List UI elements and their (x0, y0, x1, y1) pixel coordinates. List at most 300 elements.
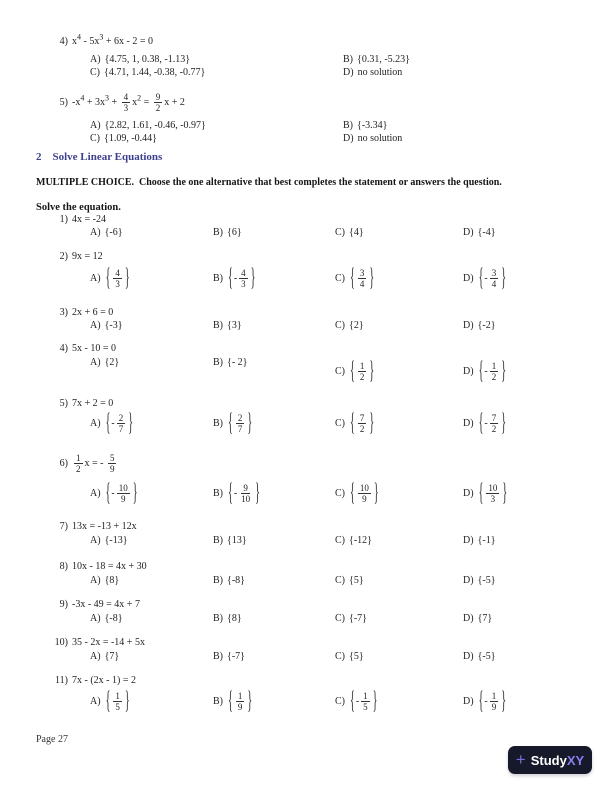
option-value (349, 227, 364, 238)
option-letter: D) (463, 534, 474, 546)
math-text (349, 409, 356, 437)
fraction: $\frac{1}{2}$ (359, 360, 365, 382)
question-stem (36, 251, 103, 262)
option-letter: B) (213, 319, 223, 331)
brace: } (114, 574, 120, 586)
answer-option (463, 612, 492, 624)
brace: } (122, 534, 128, 546)
option-value (478, 227, 496, 238)
answer-option (213, 478, 261, 508)
brace: { (104, 319, 110, 331)
option-value (227, 227, 242, 238)
option-letter: A) (90, 574, 101, 586)
math-text (368, 357, 375, 385)
answer-option (335, 408, 375, 438)
math-text (124, 687, 131, 715)
math-text: {-5} (477, 574, 496, 586)
option-letter: D) (343, 132, 354, 144)
math-text (500, 409, 507, 437)
option-letter: D) (463, 695, 474, 707)
option-letter: A) (90, 487, 101, 499)
brace: { (350, 687, 355, 715)
brace: { (477, 319, 483, 331)
brace: } (247, 687, 253, 715)
brace: } (124, 264, 130, 292)
question-number: 11) (55, 675, 68, 686)
brace: { (227, 356, 232, 368)
math-text: 2x + 6 = 0 (72, 307, 114, 318)
math-text: {2.82, 1.61, -0.46, -0.97} (104, 119, 206, 131)
option-letter: C) (335, 319, 345, 331)
option-letter: A) (90, 534, 101, 546)
answer-option (335, 574, 364, 586)
answer-option (90, 686, 131, 716)
option-letter: B) (213, 650, 223, 662)
option-value (349, 651, 364, 662)
fraction: $\frac{7}{2}$ (491, 412, 497, 434)
brace: } (382, 119, 388, 131)
option-value (227, 535, 247, 546)
brace: { (227, 319, 232, 331)
option-letter: D) (463, 650, 474, 662)
brace: } (255, 479, 260, 507)
math-text: {8} (227, 612, 242, 624)
brace: } (358, 319, 364, 331)
answer-option (213, 574, 245, 586)
option-letter: D) (463, 365, 474, 377)
question-number: 6) (59, 457, 68, 469)
math-text: 5x - 10 = 0 (72, 343, 116, 354)
brace: } (124, 687, 130, 715)
question-number: 2) (59, 251, 68, 262)
brace: } (152, 132, 157, 144)
math-text: {4.71, 1.44, -0.38, -0.77} (104, 66, 206, 78)
option-letter: D) (463, 612, 474, 624)
math-text (124, 264, 131, 292)
answer-option (463, 319, 496, 331)
fraction: $\frac{1}{5}$ (115, 690, 120, 712)
option-value (105, 479, 139, 507)
brace: { (350, 409, 355, 437)
math-text: {-8} (104, 612, 123, 624)
answer-option (213, 612, 242, 624)
question-number: 7) (59, 521, 68, 532)
brace: } (132, 479, 138, 507)
brace: { (478, 687, 484, 715)
question-number: 8) (59, 561, 68, 572)
answer-option (90, 263, 131, 293)
brace: { (349, 650, 354, 662)
question-stem (36, 343, 116, 354)
fraction: $\frac{4}{3}$ (115, 267, 120, 289)
question-stem (36, 521, 137, 532)
option-letter: B) (213, 226, 223, 238)
brace: { (357, 119, 362, 131)
answer-option (463, 408, 507, 438)
option-letter: B) (213, 272, 223, 284)
brace: { (104, 574, 110, 586)
math-text: {-2} (477, 319, 496, 331)
question-number: 4) (59, 36, 68, 47)
brace: } (502, 479, 508, 507)
math-text: 9x = 12 (72, 251, 103, 262)
section-title: Solve Linear Equations (52, 151, 163, 163)
math-text: {7} (104, 650, 120, 662)
option-letter: C) (335, 487, 345, 499)
math-text: {-4} (477, 226, 496, 238)
option-value (105, 264, 131, 292)
answer-option (90, 356, 119, 368)
math-text: {2} (104, 356, 120, 368)
question-number: 3) (59, 307, 68, 318)
option-letter: C) (335, 612, 345, 624)
brace: } (490, 226, 496, 238)
option-letter: B) (213, 695, 223, 707)
brace: } (501, 409, 507, 437)
brace: } (236, 226, 242, 238)
answer-option (335, 263, 375, 293)
answer-option (463, 356, 507, 386)
brace: } (201, 119, 206, 131)
answer-option (90, 574, 119, 586)
fraction: $\frac{4}{3}$ (241, 267, 246, 289)
math-text: {- (350, 687, 360, 715)
math-text: -3x - 49 = 4x + 7 (72, 599, 140, 610)
option-letter: D) (463, 487, 474, 499)
option-letter: C) (335, 272, 345, 284)
math-text: {5} (349, 650, 364, 662)
answer-option (463, 650, 496, 662)
brace: { (478, 409, 484, 437)
logo-study-text: Study (530, 752, 567, 768)
brace: { (227, 612, 232, 624)
fraction: $\frac{10}{3}$ (488, 482, 498, 504)
answer-option (90, 319, 123, 331)
option-value (349, 575, 364, 586)
option-value (478, 687, 507, 715)
math-text (227, 409, 234, 437)
option-value (105, 357, 120, 368)
math-text: {4.75, 1, 0.38, -1.13} (104, 53, 191, 65)
math-text: {- (105, 479, 115, 507)
math-text: {-7} (227, 650, 245, 662)
option-letter: B) (213, 534, 223, 546)
math-text: $-x^4 + 3x^3$ + (72, 93, 120, 108)
answer-option (463, 574, 496, 586)
question-number: 5) (59, 96, 68, 108)
brace: } (501, 687, 507, 715)
math-text (246, 687, 253, 715)
fraction: $\frac{1}{2}$ (491, 360, 497, 382)
option-letter: A) (90, 53, 101, 65)
math-text (250, 264, 257, 292)
question-number: 1) (59, 214, 68, 225)
brace: { (105, 264, 111, 292)
brace: { (104, 66, 109, 78)
option-value (105, 687, 131, 715)
answer-option (213, 226, 242, 238)
option-value (349, 613, 367, 624)
option-value (478, 535, 496, 546)
math-text: 13x = -13 + 12x (72, 521, 137, 532)
option-letter: B) (213, 356, 223, 368)
fraction: $\frac{2}{7}$ (118, 412, 124, 434)
question-stem (36, 449, 118, 477)
option-value (349, 687, 378, 715)
brace: { (350, 357, 355, 385)
fraction: $\frac{5}{9}$ (109, 452, 115, 474)
brace: } (241, 534, 247, 546)
brace: { (227, 650, 232, 662)
brace: { (478, 479, 484, 507)
option-value (349, 320, 364, 331)
answer-option (90, 534, 128, 546)
question-number: 4) (59, 343, 68, 354)
option-value (478, 575, 496, 586)
option-letter: B) (343, 119, 353, 131)
brace: { (104, 612, 110, 624)
fraction: $\frac{10}{9}$ (359, 482, 369, 504)
math-text: {- 2} (227, 356, 248, 368)
brace: { (105, 409, 111, 437)
brace: } (405, 53, 410, 65)
math-text (368, 409, 375, 437)
answer-option (213, 650, 245, 662)
brace: { (104, 119, 110, 131)
brace: } (490, 319, 496, 331)
option-letter: A) (90, 226, 101, 238)
brace: } (117, 319, 123, 331)
math-text (132, 479, 139, 507)
option-value (105, 320, 123, 331)
fraction: $\frac{1}{9}$ (237, 690, 243, 712)
option-value (227, 651, 245, 662)
option-letter: C) (335, 226, 345, 238)
math-text: {-1} (477, 534, 496, 546)
question-number: 5) (59, 398, 68, 409)
answer-option (335, 478, 380, 508)
math-text (501, 479, 508, 507)
answer-option (335, 612, 367, 624)
option-value (349, 409, 375, 437)
math-text: {4} (349, 226, 364, 238)
math-text: x = - (84, 457, 106, 469)
brace: { (105, 479, 111, 507)
option-letter: A) (90, 272, 101, 284)
option-letter: B) (213, 487, 223, 499)
answer-option (90, 478, 139, 508)
option-value (227, 320, 242, 331)
brace: } (358, 226, 364, 238)
brace: { (104, 356, 110, 368)
math-text: {- (478, 687, 488, 715)
option-letter: B) (213, 612, 223, 624)
math-text: {-8} (227, 574, 245, 586)
option-value (478, 409, 507, 437)
brace: } (372, 687, 378, 715)
math-text: {- (228, 479, 238, 507)
answer-option (335, 226, 364, 238)
multiple-choice-instruction: MULTIPLE CHOICE. Choose the one alternative that best completes the statement or answers the question. (36, 177, 502, 188)
brace: } (185, 53, 191, 65)
brace: } (358, 650, 364, 662)
brace: } (114, 356, 120, 368)
answer-option (90, 226, 123, 238)
math-text (500, 357, 507, 385)
brace: } (487, 612, 493, 624)
option-value (349, 535, 372, 546)
brace: { (227, 574, 232, 586)
fraction: $\frac{3}{4}$ (359, 267, 365, 289)
question-stem (36, 637, 145, 648)
math-text: {6} (227, 226, 242, 238)
answer-option (463, 226, 496, 238)
brace: } (117, 612, 123, 624)
brace: { (349, 534, 354, 546)
brace: { (477, 226, 483, 238)
answer-option (213, 263, 256, 293)
option-letter: A) (90, 612, 101, 624)
math-text: {-13} (104, 534, 128, 546)
question-stem (36, 307, 113, 318)
brace: { (349, 574, 354, 586)
math-text: 10x - 18 = 4x + 30 (72, 561, 147, 572)
option-value (478, 479, 509, 507)
math-text: $x^4 - 5x^3 + 6x - 2 = 0$ (72, 32, 153, 47)
option-value (105, 613, 123, 624)
answer-option (463, 686, 507, 716)
answer-option (213, 686, 253, 716)
fraction: $\frac{3}{4}$ (491, 267, 497, 289)
brace: { (477, 534, 483, 546)
brace: { (357, 53, 362, 65)
math-text (105, 264, 112, 292)
fraction: $\frac{4}{3}$ (123, 91, 129, 113)
section-number: 2 (36, 151, 42, 163)
math-text: 4x = -24 (72, 214, 106, 225)
brace: } (369, 409, 375, 437)
brace: } (369, 264, 375, 292)
math-text (373, 479, 380, 507)
answer-option (463, 534, 496, 546)
brace: { (349, 226, 354, 238)
brace: } (367, 534, 372, 546)
math-text: {-12} (349, 534, 372, 546)
brace: } (236, 319, 242, 331)
math-text: {-3} (104, 319, 123, 331)
question-number: 9) (59, 599, 68, 610)
fraction: $\frac{1}{9}$ (491, 690, 497, 712)
brace: } (250, 264, 256, 292)
option-value (227, 264, 256, 292)
math-text: x + 2 (164, 96, 185, 108)
brace: } (369, 357, 375, 385)
brace: { (349, 612, 354, 624)
studyxy-logo (508, 746, 592, 774)
math-text: {0.31, -5.23} (357, 53, 410, 65)
solve-directive: Solve the equation. (36, 202, 121, 213)
brace: { (228, 264, 233, 292)
brace: } (362, 612, 367, 624)
brace: { (104, 534, 110, 546)
brace: { (104, 53, 110, 65)
answer-option (335, 356, 375, 386)
option-letter: A) (90, 356, 101, 368)
option-value (105, 575, 120, 586)
answer-option (463, 263, 507, 293)
answer-option (213, 356, 247, 368)
brace: { (477, 574, 483, 586)
fraction: $\frac{10}{9}$ (118, 482, 128, 504)
fraction: $\frac{9}{10}$ (241, 482, 251, 504)
page-number: Page 27 (36, 734, 68, 745)
option-letter: C) (335, 650, 345, 662)
math-text: {3} (227, 319, 242, 331)
math-text (127, 409, 134, 437)
answer-option (335, 534, 372, 546)
question-stem (36, 675, 136, 686)
brace: } (490, 650, 496, 662)
brace: } (358, 574, 364, 586)
brace: { (228, 687, 233, 715)
answer-option (213, 319, 242, 331)
option-letter: D) (463, 272, 474, 284)
option-letter: B) (213, 574, 223, 586)
option-letter: C) (335, 695, 345, 707)
option-letter: C) (90, 66, 100, 78)
math-text: {-5} (477, 650, 496, 662)
math-text: {- (228, 264, 238, 292)
brace: { (104, 226, 110, 238)
option-letter: D) (343, 66, 354, 78)
option-value (478, 651, 496, 662)
brace: { (350, 479, 355, 507)
option-letter: B) (213, 417, 223, 429)
math-text (349, 479, 356, 507)
fraction: $\frac{9}{2}$ (155, 91, 161, 113)
brace: { (104, 132, 109, 144)
question-stem (36, 214, 106, 225)
brace: } (490, 534, 496, 546)
math-text: {13} (227, 534, 247, 546)
brace: } (200, 66, 206, 78)
brace: } (373, 479, 379, 507)
option-letter: A) (90, 695, 101, 707)
math-text (105, 687, 112, 715)
brace: { (477, 612, 483, 624)
math-text (372, 687, 379, 715)
option-value (349, 264, 375, 292)
option-value (478, 264, 507, 292)
question-number: 10) (54, 637, 68, 648)
answer-option (335, 319, 364, 331)
math-text: {7} (477, 612, 493, 624)
option-letter: A) (90, 319, 101, 331)
option-letter: C) (335, 417, 345, 429)
math-text (478, 479, 485, 507)
math-text: {- (478, 264, 488, 292)
math-text: {2} (349, 319, 364, 331)
math-text: {- (478, 357, 488, 385)
math-text: 7x - (2x - 1) = 2 (72, 675, 136, 686)
option-value (227, 613, 242, 624)
math-text: {5} (349, 574, 364, 586)
brace: { (477, 650, 483, 662)
option-value (349, 357, 375, 385)
option-letter: A) (90, 417, 101, 429)
option-value (227, 687, 253, 715)
brace: } (247, 409, 253, 437)
